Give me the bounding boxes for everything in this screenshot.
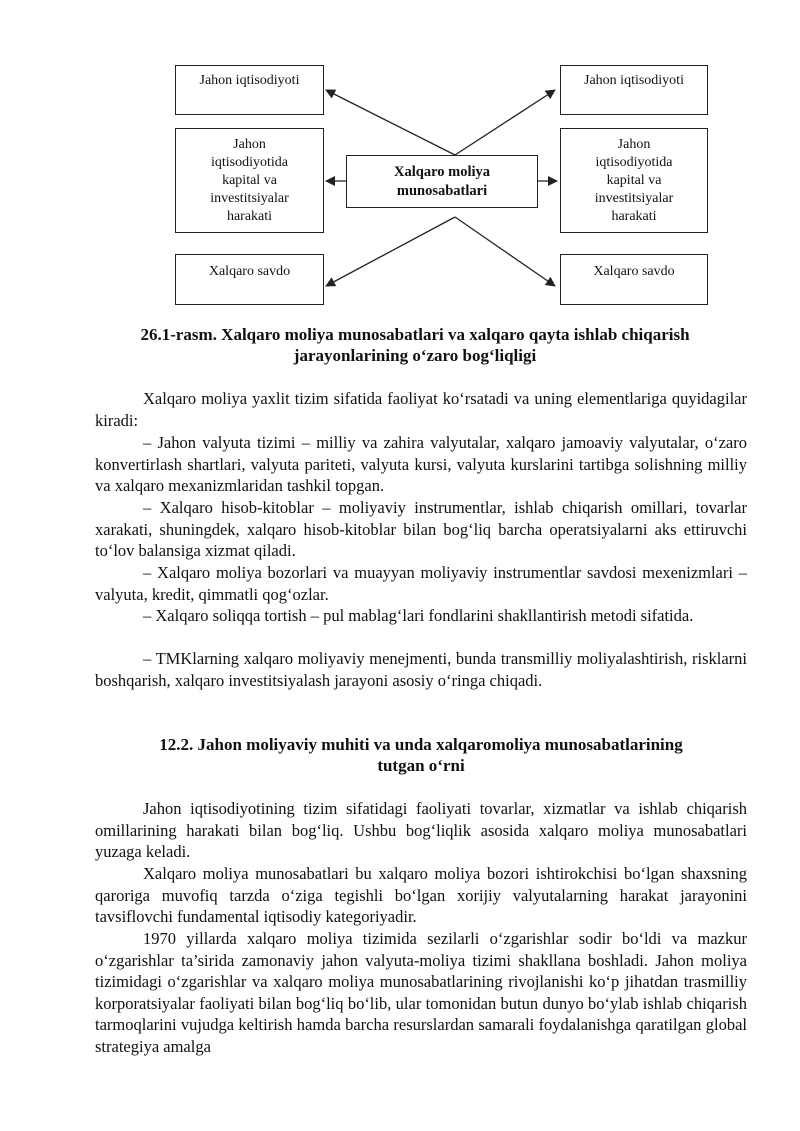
arrow-to-bottom-left bbox=[326, 217, 455, 286]
box-bottom-right: Xalqaro savdo bbox=[560, 254, 708, 305]
list-item-hisob: – Xalqaro hisob-kitoblar – moliyaviy instrumentlar, ishlab chiqarish omillari, tovarlar xarakati, shuningdek, xalqaro hisob-kitoblar bilan bog‘liq barcha operatsiyalarni aks ettiruvchi to‘lov balansiga xizmat qiladi. bbox=[95, 498, 747, 561]
box-mid-left: Jahon iqtisodiyotida kapital va investitsiyalar harakati bbox=[175, 128, 324, 233]
box-bottom-left: Xalqaro savdo bbox=[175, 254, 324, 305]
list-item-valyuta: – Jahon valyuta tizimi – milliy va zahira valyutalar, xalqaro jamoaviy valyutalar, o‘zaro konvertirlash shartlari, valyuta pariteti, valyuta kursi, valyuta kurslarini tartibga solishning milliy va xalqaro mexanizmlaridan tashkil topgan. bbox=[95, 433, 747, 496]
list-item-soliq: – Xalqaro soliqqa tortish – pul mablag‘lari fondlarini shakllantirish metodi sifatida. bbox=[143, 606, 694, 625]
list-item-bozorlar: – Xalqaro moliya bozorlari va muayyan moliyaviy instrumentlar savdosi mexenizmlari – valyuta, kredit, qimmatli qog‘ozlar. bbox=[95, 563, 747, 604]
arrow-to-bottom-right bbox=[455, 217, 555, 286]
arrow-to-top-right bbox=[455, 90, 555, 155]
list-item-tmk: – TMKlarning xalqaro moliyaviy menejmenti, bunda transmilliy moliyalashtirish, risklarni boshqarish, xalqaro investitsiyalash jarayoni asosiy o‘ringa chiqadi. bbox=[95, 649, 747, 690]
paragraph-intro: Xalqaro moliya yaxlit tizim sifatida faoliyat ko‘rsatadi va uning elementlariga quyidagilar kiradi: bbox=[95, 389, 747, 430]
paragraph-3: 1970 yillarda xalqaro moliya tizimida sezilarli o‘zgarishlar sodir bo‘ldi va mazkur o‘zgarishlar ta’sirida zamonaviy jahon valyuta-moliya tizimi shakllana boshladi. Jahon moliya tizimidagi o‘zgarishlar va xalqaro moliya munosabatlarining rivojlanishi ko‘p jihatdan trasmilliy korporatsiyalar faoliyati bilan bog‘liq bo‘lib, ular tomonidan butun dunyo bo‘ylab ishlab chiqarish tarmoqlarini vujudga keltirish hamda barcha resurslardan samarali foydalanishga qaratilgan global strategiya amalga bbox=[95, 929, 747, 1056]
arrow-to-top-left bbox=[326, 90, 455, 155]
box-center: Xalqaro moliya munosabatlari bbox=[346, 155, 538, 208]
figure-caption: 26.1-rasm. Xalqaro moliya munosabatlari va xalqaro qayta ishlab chiqarish jarayonlarining o‘zaro bog‘liqligi bbox=[140, 325, 690, 365]
box-top-left: Jahon iqtisodiyoti bbox=[175, 65, 324, 115]
section-heading: 12.2. Jahon moliyaviy muhiti va unda xalqaromoliya munosabatlarining tutgan o‘rni bbox=[159, 735, 683, 775]
relationship-diagram bbox=[0, 0, 800, 320]
paragraph-2: Xalqaro moliya munosabatlari bu xalqaro moliya bozori ishtirokchisi bo‘lgan shaxsning qaroriga muvofiq tarzda o‘ziga tegishli bo‘lgan xorijiy valyutalarning harakat jarayonini tavsiflovchi fundamental iqtisodiy kategoriyadir. bbox=[95, 864, 747, 927]
box-mid-right: Jahon iqtisodiyotida kapital va investitsiyalar harakati bbox=[560, 128, 708, 233]
paragraph-1: Jahon iqtisodiyotining tizim sifatidagi faoliyati tovarlar, xizmatlar va ishlab chiqarish omillarining harakati bilan bog‘liq. Ushbu bog‘liqlik asosida xalqaro moliya munosabatlari yuzaga keladi. bbox=[95, 799, 747, 862]
box-top-right: Jahon iqtisodiyoti bbox=[560, 65, 708, 115]
